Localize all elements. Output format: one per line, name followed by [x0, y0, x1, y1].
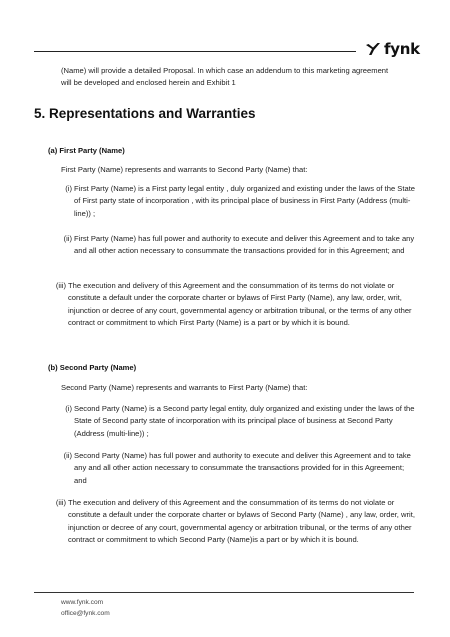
list-item — [55, 280, 416, 330]
list-item — [61, 183, 416, 220]
list-item — [61, 403, 416, 440]
footer-divider — [34, 592, 414, 593]
footer-email-link[interactable]: office@fynk.com — [61, 609, 110, 617]
list-item-text: Second Party (Name) has full power and authority to execute and deliver this Agreement and to take any and all other action necessary to consummate the transactions provided for in this Agreement; and — [74, 451, 411, 485]
list-item-number: (iii) — [55, 281, 66, 290]
brand-logo — [365, 40, 420, 58]
list-item-text: Second Party (Name) is a Second party legal entity, duly organized and existing under the laws of the State of Second party state of incorporation with its principal place of business at Second Party (Address (multi-line)) ; — [74, 404, 415, 438]
fynk-logo-icon — [365, 42, 381, 56]
subsection-heading-second-party: (b) Second Party (Name) — [48, 363, 137, 372]
footer-website-link[interactable]: www.fynk.com — [61, 599, 104, 606]
list-item-number: (i) — [65, 184, 72, 193]
list-item-text: First Party (Name) is a First party legal entity , duly organized and existing under the laws of the State of First party state of incorporation , with its principal place of business in First Party (Address (multi-line)) ; — [74, 184, 416, 218]
intro-paragraph: (Name) will provide a detailed Proposal. In which case an addendum to this marketing agreement will be developed and enclosed herein and Exhibit 1 — [61, 66, 389, 88]
list-item — [55, 497, 416, 547]
list-item-text: The execution and delivery of this Agreement and the consummation of its terms do not violate or constitute a default under the corporate charter or bylaws of Second Party (Name) , any law, order, writ, injunction or decree of any court, governmental agency or arbitration tribunal, or the terms of any other contract or commitment to which Second Party (Name)is a part or by which it is bound. — [68, 498, 415, 545]
subsection-lead-first-party: First Party (Name) represents and warrants to Second Party (Name) that: — [61, 165, 308, 174]
list-item-number: (i) — [65, 404, 72, 413]
list-item-text: First Party (Name) has full power and authority to execute and deliver this Agreement and to take any and all other action necessary to consummate the transactions provided for in this Agreement; and — [74, 234, 415, 256]
footer — [61, 598, 110, 619]
list-item-number: (iii) — [55, 498, 66, 507]
list-item-number: (ii) — [63, 234, 72, 243]
list-item — [61, 450, 416, 487]
brand-name: fynk — [384, 40, 420, 58]
list-item — [61, 233, 416, 258]
section-title: 5. Representations and Warranties — [34, 106, 256, 121]
header-divider — [34, 51, 356, 52]
list-item-number: (ii) — [63, 451, 72, 460]
list-item-text: The execution and delivery of this Agreement and the consummation of its terms do not violate or constitute a default under the corporate charter or bylaws of First Party (Name), any law, order, writ, injunction or decree of any court, governmental agency or arbitration tribunal, or the terms of any other contract or commitment to which First Party (Name) is a part or by which it is bound. — [68, 281, 412, 328]
subsection-lead-second-party: Second Party (Name) represents and warrants to First Party (Name) that: — [61, 383, 308, 392]
subsection-heading-first-party: (a) First Party (Name) — [48, 146, 125, 155]
